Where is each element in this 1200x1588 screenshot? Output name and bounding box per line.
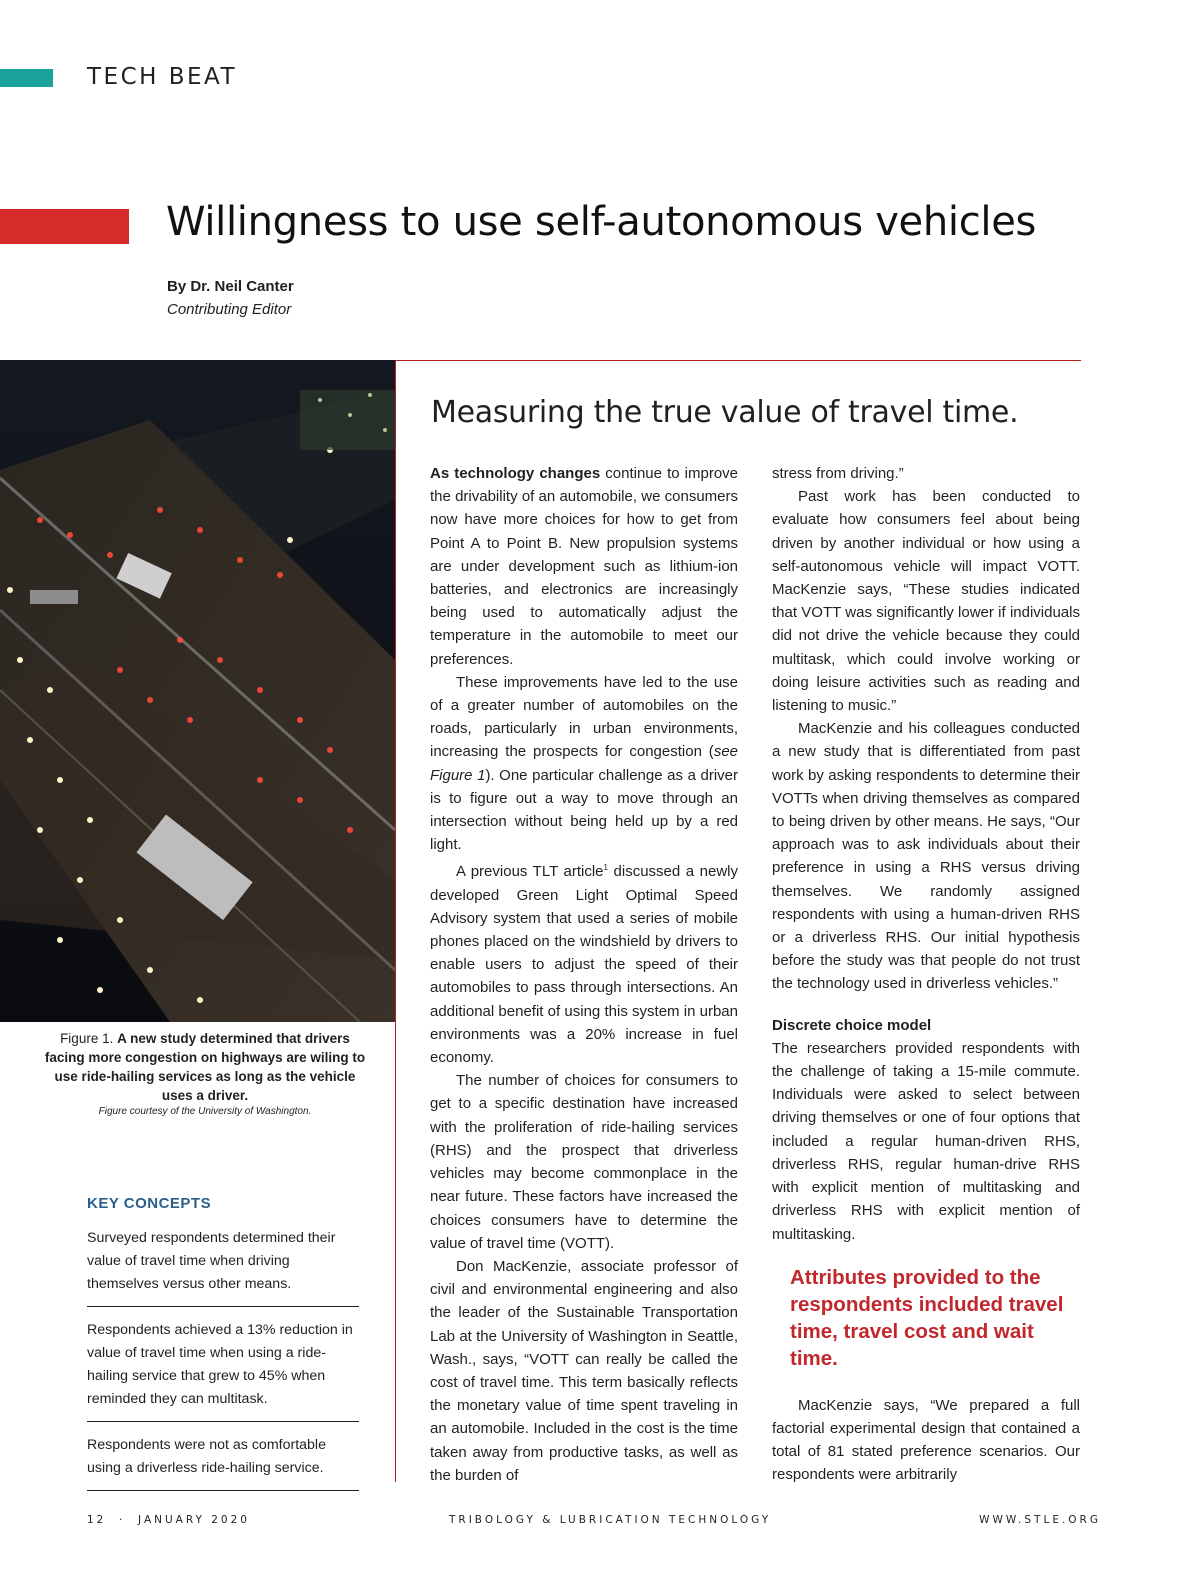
footer-page-date: 12 · JANUARY 2020: [87, 1514, 250, 1526]
key-concept-item: Respondents were not as comfortable using a driverless ride-hailing service.: [87, 1432, 359, 1491]
teal-accent-bar: [0, 69, 53, 87]
body-text: A previous TLT article: [456, 863, 604, 881]
body-paragraph: [430, 671, 738, 857]
figure-reference: see Figure 1: [430, 743, 738, 784]
article-title: Willingness to use self-autonomous vehicles: [166, 199, 1037, 245]
red-accent-bar: [0, 209, 129, 244]
body-paragraph: The researchers provided respondents with the challenge of taking a 15-mile commute. Individuals were asked to select between driving themselves or one of four options that included a regular human-driven RHS, driverless RHS, regular human-drive RHS with explicit mention of multitasking and driverless RHS with explicit mention of multitasking.: [772, 1039, 1080, 1243]
key-concepts-title: KEY CONCEPTS: [87, 1195, 212, 1212]
body-paragraph: [430, 462, 738, 671]
article-subtitle: Measuring the true value of travel time.: [431, 395, 1019, 430]
body-paragraph: Don MacKenzie, associate professor of civil and environmental engineering and also the leader of the Sustainable Transportation Lab at the University of Washington in Seattle, Wash., says, “VOTT can really be called the cost of travel time. This term basically reflects the monetary value of time spent traveling in an automobile. Included in the cost is the time taken away from productive tasks, as well as the burden of: [430, 1257, 738, 1484]
body-text: continue to improve the drivability of an automobile, we consumers now have more choices for how to get from Point A to Point B. New propulsion systems are under development such as lithium-ion batteries, and electronics are increasingly being used to automatically adjust the temperature in the automobile to meet our preferences.: [430, 465, 739, 668]
figure-caption-text: A new study determined that drivers facing more congestion on highways are wiling to use ride-hailing services as long as the vehicle uses a driver.: [44, 1031, 366, 1103]
key-concept-item: Surveyed respondents determined their value of travel time when driving themselves versus other means.: [87, 1225, 359, 1307]
author-role: Contributing Editor: [167, 301, 292, 318]
body-paragraph: stress from driving.”: [772, 465, 904, 482]
body-paragraph: MacKenzie and his colleagues conducted a new study that is differentiated from past work by asking respondents to determine their VOTTs when driving themselves as compared to being driven by other means. He says, “Our approach was to ask individuals about their preference in using a RHS versus driving themselves. We randomly assigned respondents with using a human-driven RHS or a driverless RHS. Our initial hypothesis before the study was that people do not trust the technology used in driverless vehicles.”: [772, 720, 1080, 993]
body-column-1: [430, 462, 738, 1487]
footer-publication: TRIBOLOGY & LUBRICATION TECHNOLOGY: [449, 1514, 772, 1526]
figure-label: Figure 1.: [60, 1031, 114, 1046]
key-concepts-list: [87, 1225, 359, 1501]
footer-website: WWW.STLE.ORG: [979, 1514, 1101, 1526]
body-text: ). One particular challenge as a driver is to figure out a way to move through an intersection without being held up by a red light.: [430, 766, 738, 854]
body-text: These improvements have led to the use of a greater number of automobiles on the roads, particularly in urban environments, increasing the prospects for congestion (: [430, 673, 738, 761]
body-column-2: [772, 462, 1080, 1487]
highway-traffic-photo: [0, 360, 395, 1022]
body-paragraph: Past work has been conducted to evaluate how consumers feel about being driven by another individual or how using a self-autonomous vehicle will impact VOTT. MacKenzie says, “These studies indicated that VOTT was significantly lower if individuals did not drive the vehicle because they could multitask, which could involve working or doing leisure activities such as reading and listening to music.”: [772, 488, 1080, 715]
pull-quote: Attributes provided to the respondents included travel time, travel cost and wait time.: [790, 1265, 1064, 1370]
figure-caption: [40, 1029, 370, 1119]
body-text: discussed a newly developed Green Light Optimal Speed Advisory system that used a series of mobile phones placed on the windshield by drivers to enable users to adjust the speed of their automobiles to pass through intersections. An additional benefit of using this system in urban environments was a 20% increase in fuel economy.: [430, 863, 738, 1067]
key-concept-item: Respondents achieved a 13% reduction in value of travel time when using a ride-hailing service that grew to 45% when reminded they can multitask.: [87, 1317, 359, 1422]
body-paragraph: MacKenzie says, “We prepared a full factorial experimental design that contained a total of 81 stated preference scenarios. Our respondents were arbitrarily: [772, 1396, 1080, 1484]
top-rule: [396, 360, 1081, 361]
footnote-ref: 1: [603, 863, 608, 873]
section-label: TECH BEAT: [87, 64, 238, 90]
byline: By Dr. Neil Canter: [167, 278, 294, 295]
lead-in: As technology changes: [430, 465, 601, 482]
body-paragraph: The number of choices for consumers to get to a specific destination have increased with the proliferation of ride-hailing services (RHS) and the prospect that driverless vehicles may become commonplace in the near future. These factors have increased the choices consumers have to determine the value of travel time (VOTT).: [430, 1072, 738, 1252]
body-paragraph: [430, 856, 738, 1069]
figure-credit: Figure courtesy of the University of Washington.: [98, 1106, 312, 1117]
section-heading: Discrete choice model: [772, 1016, 932, 1034]
column-rule: [395, 360, 396, 1482]
